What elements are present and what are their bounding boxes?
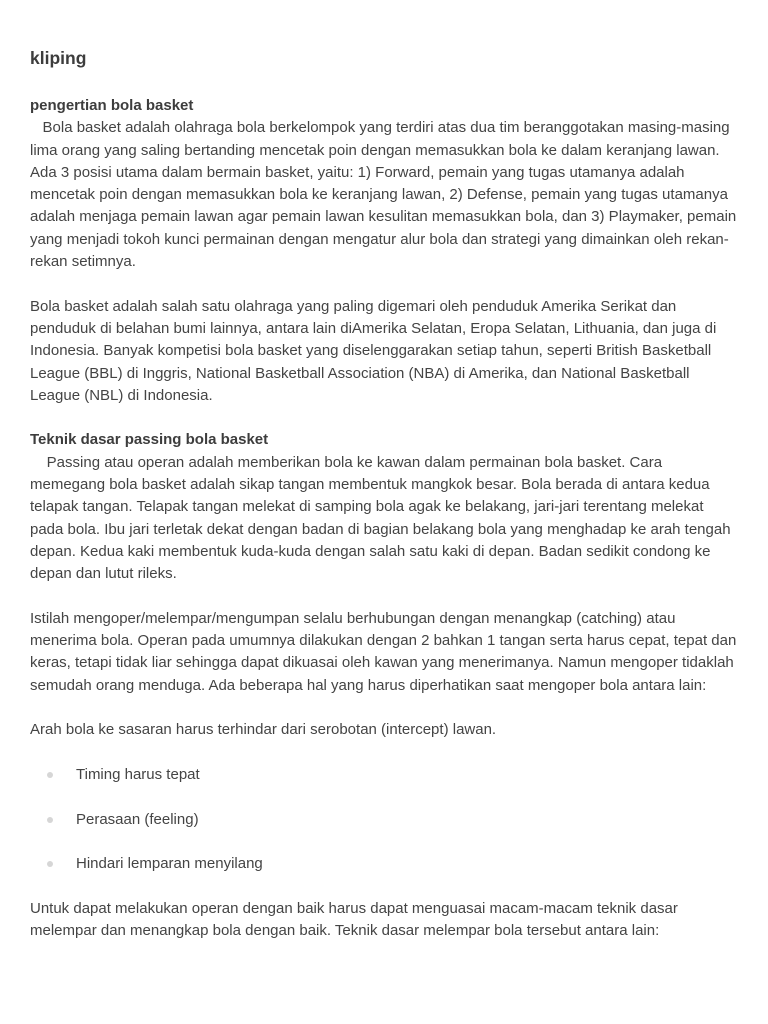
bullet-dot-icon [47,861,53,867]
bullet-dot-icon [47,772,53,778]
section-heading-passing: Teknik dasar passing bola basket [30,431,269,449]
bullet-dot-icon [47,817,53,823]
paragraph-ball-direction: Arah bola ke sasaran harus terhindar dari serobotan (intercept) lawan. [30,721,497,739]
section-heading-pengertian: pengertian bola basket [30,97,194,114]
paragraph-spacer [30,586,738,608]
list-item-text: Hindari lemparan menyilang [76,855,263,873]
list-item [30,764,738,786]
list-item [30,809,738,831]
paragraph-spacer [30,697,738,719]
document-title: kliping [30,48,87,68]
paragraph-spacer [30,407,738,429]
paragraph-spacer [30,742,738,764]
list-item-text: Perasaan (feeling) [76,810,199,828]
paragraph-definition: Bola basket adalah olahraga bola berkelompok yang terdiri atas dua tim beranggotakan masing-masing lima orang yang saling bertanding mencetak poin dengan memasukkan bola ke dalam keranjang lawan. Ada 3 posisi utama dalam bermain basket, yaitu: 1) Forward, pemain yang tugas utamanya adalah mencetak poin dengan memasukkan bola ke keranjang lawan, 2) Defense, pemain yang tugas utamanya adalah menjaga pemain lawan agar pemain lawan kesulitan memasukkan bola, dan 3) Playmaker, pemain yang menjadi tokoh kunci permainan dengan mengatur alur bola dan strategi yang dimainkan oleh rekan- rekan setimnya. [30,119,741,271]
paragraph-spacer [30,273,738,295]
paragraph-passing-intro: Passing atau operan adalah memberikan bola ke kawan dalam permainan bola basket. Cara memegang bola basket adalah sikap tangan membentuk mangkok besar. Bola berada di antara kedua telapak tangan. Telapak tangan melekat di samping bola agak ke belakang, jari-jari terentang melekat pada bola. Ibu jari terletak dekat dengan badan di bagian belakang bola yang menghadap ke arah tengah depan. Kedua kaki membentuk kuda-kuda dengan salah satu kaki di depan. Badan sedikit condong ke depan dan lutut rileks. [30,453,735,583]
paragraph-popularity: Bola basket adalah salah satu olahraga yang paling digemari oleh penduduk Amerika Serikat dan penduduk di belahan bumi lainnya, antara lain diAmerika Selatan, Eropa Selatan, Lithuania, dan juga di Indonesia. Banyak kompetisi bola basket yang diselenggarakan setiap tahun, seperti British Basketball League (BBL) di Inggris, National Basketball Association (NBA) di Amerika, dan National Basketball League (NBL) di Indonesia. [30,297,721,404]
passing-tips-list [30,764,738,875]
list-item-text: Timing harus tepat [76,765,200,783]
paragraph-throwing-techniques: Untuk dapat melakukan operan dengan baik harus dapat menguasai macam-macam teknik dasar melempar dan menangkap bola dengan baik. Teknik dasar melempar bola tersebut antara lain: [30,899,683,939]
paragraph-passing-terms: Istilah mengoper/melempar/mengumpan selalu berhubungan dengan menangkap (catching) atau menerima bola. Operan pada umumnya dilakukan dengan 2 bahkan 1 tangan serta harus cepat, tepat dan keras, tetapi tidak liar sehingga dapat dikuasai oleh kawan yang menerimanya. Namun mengoper tidaklah semudah orang menduga. Ada beberapa hal yang harus diperhatikan saat mengoper bola antara lain: [30,609,741,694]
list-item [30,853,738,875]
